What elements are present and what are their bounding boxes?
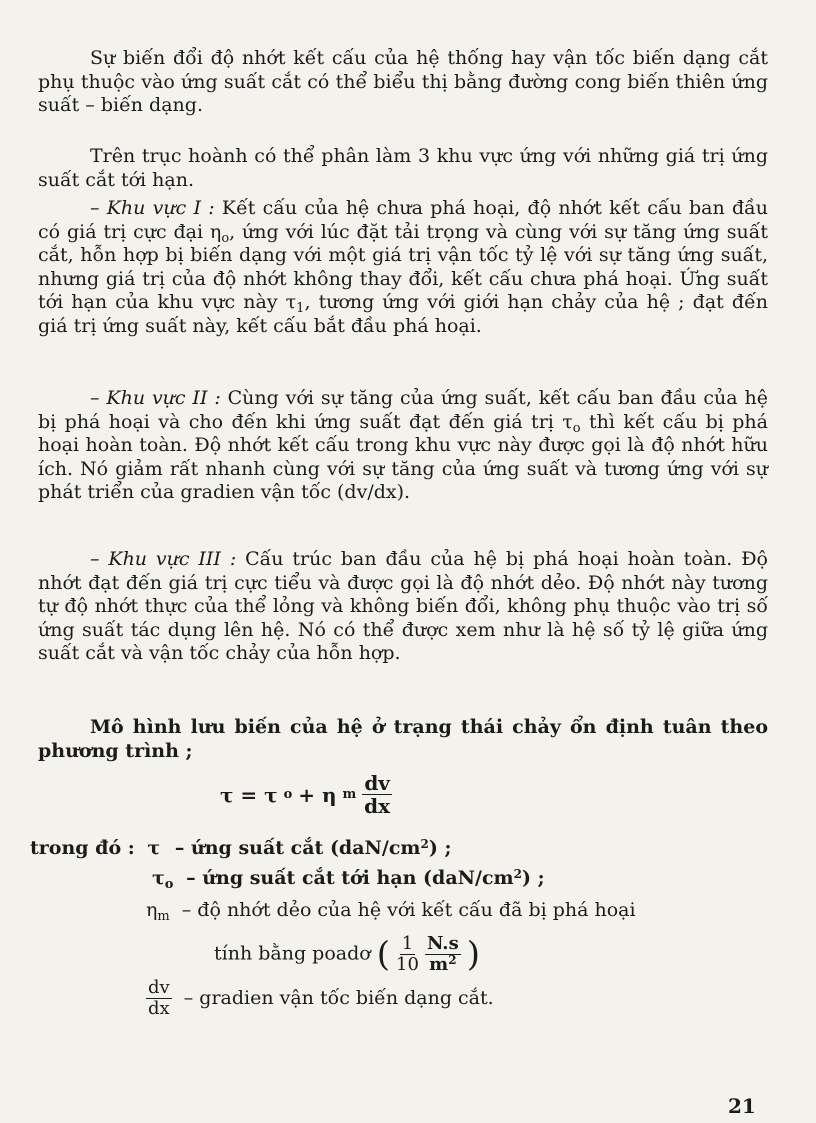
paragraph-region-2: – Khu vực II : Cùng với sự tăng của ứng suất, kết cấu ban đầu của hệ bị phá hoại và cho đến khi ứng suất đạt đến giá trị $\tau_o$ thì kết cấu bị phá hoại hoàn toàn. Độ nhớt kết cấu trong khu vực này được gọi là độ nhớt hữu ích. Nó giảm rất nhanh cùng với sự tăng của ứng suất và tương ứng với sự phát triển của gradien vận tốc (dv/dx). — [38, 387, 768, 503]
definition-gradient: $\frac{dv}{dx}$ – gradien vận tốc biến dạng cắt. — [148, 977, 494, 1019]
definition-tau: trong đó : τ – ứng suất cắt $(daN/cm^2)$ ; — [30, 837, 452, 859]
rheology-equation: τ = τ o + η m $\frac{dv}{dx}$ — [220, 771, 391, 818]
definition-tau0: $\tau_o$ – ứng suất cắt tới hạn $(daN/cm^2)$ ; — [152, 867, 545, 892]
gradient-fraction: $\frac{dv}{dx}$ — [148, 977, 170, 1019]
definition-unit: tính bằng poadơ ( $\frac{1}{10}$ $\frac{N.s}{m^2}$ ) — [214, 933, 481, 975]
paragraph-region-1: – Khu vực I : Kết cấu của hệ chưa phá hoại, độ nhớt kết cấu ban đầu có giá trị cực đại $\eta_o$, ứng với lúc đặt tải trọng và cùng với sự tăng ứng suất cắt, hỗn hợp bị biến dạng với một giá trị vận tốc tỷ lệ với sự tăng ứng suất, nhưng giá trị của độ nhớt không thay đổi, kết cấu chưa phá hoại. Ứng suất tới hạn của khu vực này $\tau_1$, tương ứng với giới hạn chảy của hệ ; đạt đến giá trị ứng suất này, kết cấu bắt đầu phá hoại. — [38, 197, 768, 337]
unit-fraction-1: $\frac{1}{10}$ — [396, 933, 419, 975]
paragraph-region-3: – Khu vực III : Cấu trúc ban đầu của hệ bị phá hoại hoàn toàn. Độ nhớt đạt đến giá trị cực tiểu và được gọi là độ nhớt dẻo. Độ nhớt này tương tự độ nhớt thực của thể lỏng và không biến đổi, không phụ thuộc vào trị số ứng suất tác dụng lên hệ. Nó có thể được xem như là hệ số tỷ lệ giữa ứng suất cắt và vận tốc chảy của hỗn hợp. — [38, 548, 768, 664]
definition-eta: $\eta_m$ – độ nhớt dẻo của hệ với kết cấu đã bị phá hoại — [146, 899, 636, 924]
paragraph-regions: Trên trục hoành có thể phân làm 3 khu vực ứng với những giá trị ứng suất cắt tới hạn. — [38, 145, 768, 191]
region-2-label: – Khu vực II : — [90, 387, 221, 409]
equation-fraction: $\frac{dv}{dx}$ — [364, 771, 391, 818]
paragraph-model: Mô hình lưu biến của hệ ở trạng thái chảy ổn định tuân theo phương trình ; — [38, 716, 768, 762]
page-number: 21 — [728, 1094, 756, 1118]
region-3-label: – Khu vực III : — [90, 548, 237, 570]
paragraph-intro: Sự biến đổi độ nhớt kết cấu của hệ thống hay vận tốc biến dạng cắt phụ thuộc vào ứng suất cắt có thể biểu thị bằng đường cong biến thiên ứng suất – biến dạng. — [38, 47, 768, 116]
unit-fraction-2: $\frac{N.s}{m^2}$ — [427, 933, 459, 975]
region-1-label: – Khu vực I : — [90, 197, 215, 219]
